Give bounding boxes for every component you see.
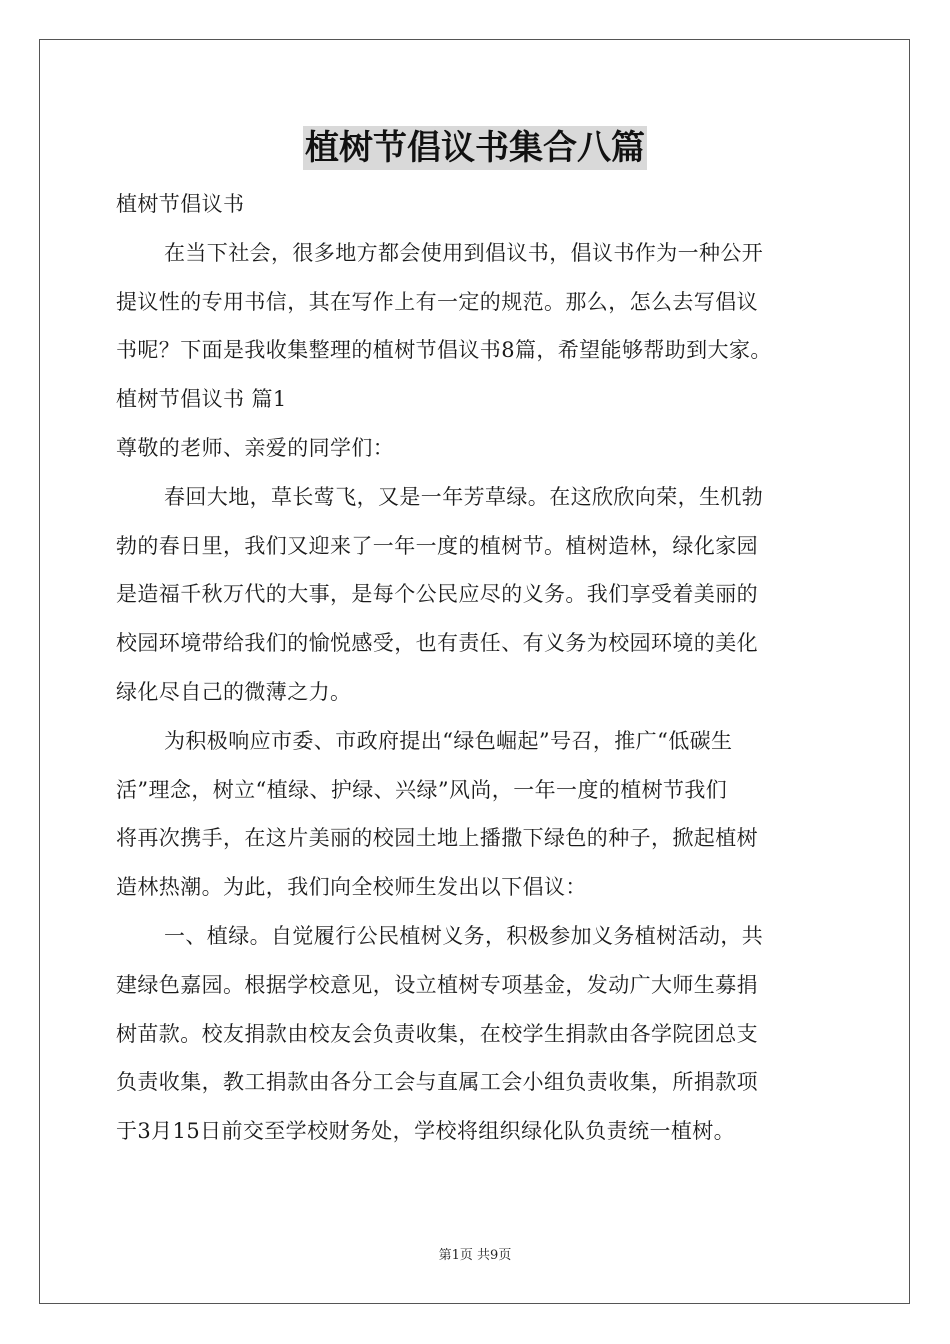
text-line: 为积极响应市委、市政府提出“绿色崛起”号召，推广“低碳生 bbox=[164, 728, 733, 753]
page-footer: 第1页 共9页 bbox=[438, 1248, 512, 1263]
text-line: 植树节倡议书 bbox=[116, 192, 245, 216]
text-line: 树苗款。校友捐款由校友会负责收集，在校学生捐款由各学院团总支 bbox=[116, 1021, 758, 1046]
title-container bbox=[0, 126, 950, 170]
text-line: 勃的春日里，我们又迎来了一年一度的植树节。植树造林，绿化家园 bbox=[116, 533, 758, 558]
text-line: 春回大地，草长莺飞，又是一年芳草绿。在这欣欣向荣，生机勃 bbox=[164, 484, 764, 509]
text-line: 尊敬的老师、亲爱的同学们： bbox=[116, 435, 395, 460]
text-line: 建绿色嘉园。根据学校意见，设立植树专项基金，发动广大师生募捐 bbox=[116, 972, 758, 997]
text-line: 绿化尽自己的微薄之力。 bbox=[116, 679, 352, 704]
text-line: 活”理念，树立“植绿、护绿、兴绿”风尚，一年一度的植树节我们 bbox=[116, 777, 728, 802]
text-line: 提议性的专用书信，其在写作上有一定的规范。那么，怎么去写倡议 bbox=[116, 289, 758, 314]
text-line: 植树节倡议书 篇1 bbox=[116, 387, 287, 412]
document-body bbox=[116, 180, 838, 1156]
text-line: 一、植绿。自觉履行公民植树义务，积极参加义务植树活动，共 bbox=[164, 923, 764, 948]
text-line: 将再次携手，在这片美丽的校园土地上播撒下绿色的种子，掀起植树 bbox=[116, 826, 758, 851]
text-line: 负责收集，教工捐款由各分工会与直属工会小组负责收集，所捐款项 bbox=[116, 1070, 758, 1095]
text-line: 于3月15日前交至学校财务处，学校将组织绿化队负责统一植树。 bbox=[116, 1119, 736, 1144]
text-line: 是造福千秋万代的大事，是每个公民应尽的义务。我们享受着美丽的 bbox=[116, 582, 758, 607]
text-line: 书呢？下面是我收集整理的植树节倡议书8篇，希望能够帮助到大家。 bbox=[116, 338, 772, 363]
text-line: 校园环境带给我们的愉悦感受，也有责任、有义务为校园环境的美化 bbox=[116, 631, 758, 656]
document-title: 植树节倡议书集合八篇 bbox=[305, 128, 645, 168]
text-line: 造林热潮。为此，我们向全校师生发出以下倡议： bbox=[116, 875, 587, 900]
text-line: 在当下社会，很多地方都会使用到倡议书，倡议书作为一种公开 bbox=[164, 240, 764, 265]
